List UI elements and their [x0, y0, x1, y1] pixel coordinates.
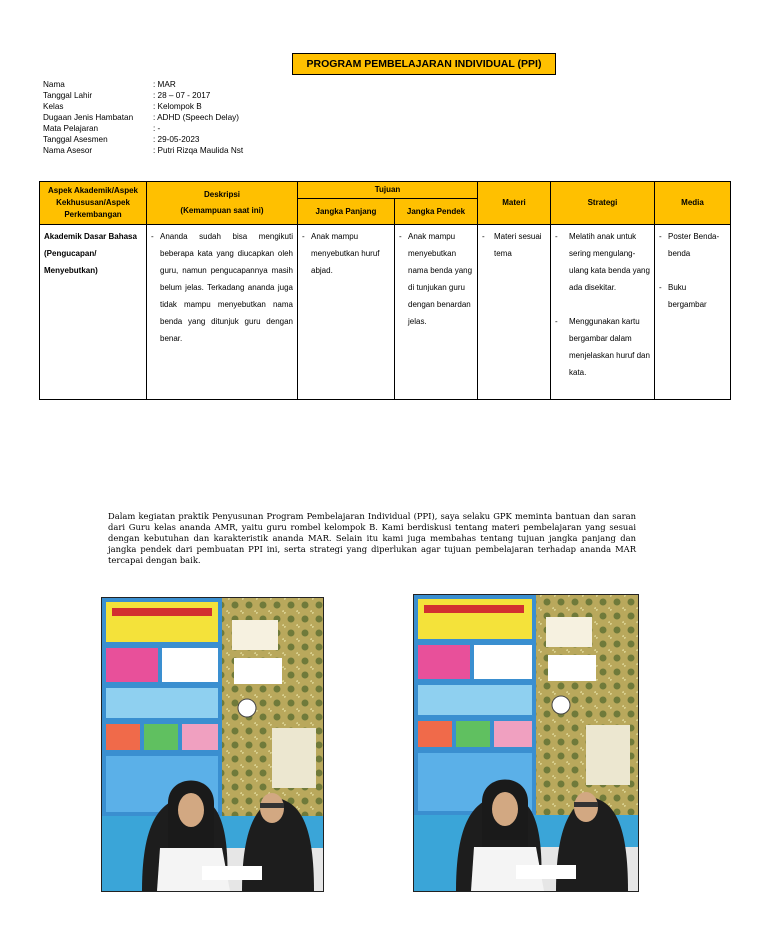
identity-label: Tanggal Asesmen — [43, 135, 108, 144]
media-text-1: Poster Benda-benda — [668, 232, 720, 258]
cell-strategi: - Melatih anak untuk sering mengulang-ulang kata benda yang ada disekitar. - Menggunakan kartu bergambar dalam menjelaskan huruf dan kata. — [551, 225, 655, 400]
header-deskripsi-sub: (Kemampuan saat ini) — [180, 206, 264, 215]
jangka-panjang-text: Anak mampu menyebutkan huruf abjad. — [311, 232, 380, 275]
header-jangka-pendek: Jangka Pendek — [395, 199, 478, 225]
identity-row — [43, 145, 243, 156]
identity-label: Kelas — [43, 102, 64, 111]
table-row — [40, 225, 731, 400]
identity-row — [43, 134, 243, 145]
strategi-text-2: Menggunakan kartu bergambar dalam menjelaskan huruf dan kata. — [569, 317, 650, 377]
identity-label: Nama Asesor — [43, 146, 93, 155]
header-media: Media — [655, 182, 731, 225]
identity-row — [43, 90, 243, 101]
photo-discussion-1 — [101, 597, 324, 892]
identity-value: : ADHD (Speech Delay) — [153, 113, 240, 122]
identity-row — [43, 101, 243, 112]
cell-jangka-pendek: - Anak mampu menyebutkan nama benda yang di tunjukan guru dengan benardan jelas. — [395, 225, 478, 400]
identity-value: : 29-05-2023 — [153, 135, 200, 144]
identity-value: : - — [153, 124, 161, 133]
identity-value: : Kelompok B — [153, 102, 202, 111]
header-jangka-panjang: Jangka Panjang — [298, 199, 395, 225]
identity-label: Tanggal Lahir — [43, 91, 93, 100]
cell-media: - Poster Benda-benda - Buku bergambar — [655, 225, 731, 400]
deskripsi-text: Ananda sudah bisa mengikuti beberapa kata yang diucapkan oleh guru, namun pengucapannya masih belum jelas. Terkadang ananda juga tidak mampu menyebutkan nama benda yang ditunjuk guru dengan benar. — [160, 232, 293, 343]
identity-block — [43, 79, 243, 156]
media-text-2: Buku bergambar — [668, 283, 707, 309]
cell-jangka-panjang: - Anak mampu menyebutkan huruf abjad. — [298, 225, 395, 400]
header-tujuan: Tujuan — [298, 182, 478, 199]
identity-row — [43, 112, 243, 123]
identity-label: Nama — [43, 80, 65, 89]
cell-aspek: Akademik Dasar Bahasa (Pengucapan/ Menyebutkan) — [40, 225, 147, 400]
strategi-text-1: Melatih anak untuk sering mengulang-ulang kata benda yang ada disekitar. — [569, 232, 650, 292]
description-paragraph: Dalam kegiatan praktik Penyusunan Program Pembelajaran Individual (PPI), saya selaku GPK meminta bantuan dan saran dari Guru kelas ananda AMR, yaitu guru rombel kelompok B. Kami berdiskusi tentang materi pembelajaran yang sesuai dengan kebutuhan dan karakteristik ananda MAR. Selain itu kami juga membahas tentang tujuan jangka panjang dan jangka pendek dari pembuatan PPI ini, serta strategi yang diperlukan agar tujuan pembelajaran terhadap ananda MAR tercapai dengan baik. — [108, 511, 636, 565]
materi-text: Materi sesuai tema — [494, 232, 542, 258]
header-aspek: Aspek Akademik/Aspek Kekhususan/Aspek Perkembangan — [40, 182, 147, 225]
header-deskripsi — [147, 182, 298, 225]
header-deskripsi-title: Deskripsi — [203, 190, 241, 199]
identity-value: : 28 – 07 - 2017 — [153, 91, 211, 100]
photo-discussion-2 — [413, 594, 639, 892]
cell-deskripsi: - Ananda sudah bisa mengikuti beberapa kata yang diucapkan oleh guru, namun pengucapannya masih belum jelas. Terkadang ananda juga tidak mampu menyebutkan nama benda yang ditunjuk guru dengan benar. — [147, 225, 298, 400]
identity-row — [43, 123, 243, 134]
jangka-pendek-text: Anak mampu menyebutkan nama benda yang di tunjukan guru dengan benardan jelas. — [408, 232, 473, 326]
identity-value: : MAR — [153, 80, 176, 89]
cell-materi: - Materi sesuai tema — [478, 225, 551, 400]
ppi-table — [39, 181, 731, 400]
header-materi: Materi — [478, 182, 551, 225]
identity-value: : Putri Rizqa Maulida Nst — [153, 146, 244, 155]
page-title: PROGRAM PEMBELAJARAN INDIVIDUAL (PPI) — [292, 53, 556, 75]
identity-row — [43, 79, 243, 90]
identity-label: Dugaan Jenis Hambatan — [43, 113, 134, 122]
identity-label: Mata Pelajaran — [43, 124, 99, 133]
header-strategi: Strategi — [551, 182, 655, 225]
